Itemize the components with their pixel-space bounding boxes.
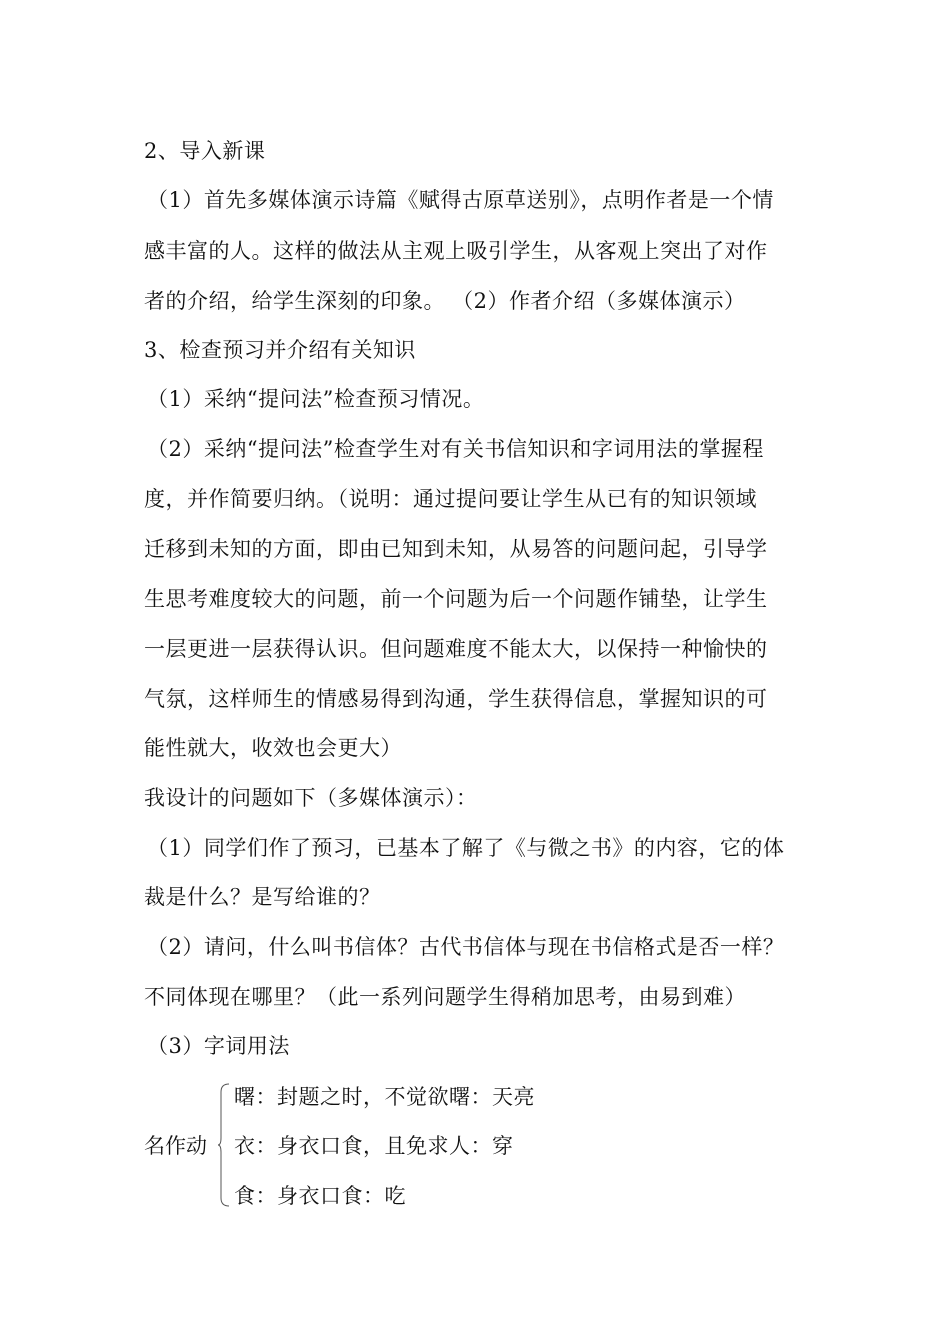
paragraph-line: （2）请问，什么叫书信体？古代书信体与现在书信格式是否一样？ (147, 935, 785, 959)
paragraph-line: 一层更进一层获得认识。但问题难度不能太大，以保持一种愉快的 (144, 637, 768, 661)
paragraph-line: 我设计的问题如下（多媒体演示）： (144, 786, 478, 810)
left-brace-icon (218, 1082, 230, 1208)
paragraph-line: （1）同学们作了预习，已基本了解了《与微之书》的内容，它的体 (147, 836, 785, 860)
section-heading-intro: 2、导入新课 (144, 139, 266, 163)
paragraph-line: 不同体现在哪里？（此一系列问题学生得稍加思考，由易到难） (144, 985, 746, 1009)
paragraph-line: 气氛，这样师生的情感易得到沟通，学生获得信息，掌握知识的可 (144, 687, 768, 711)
paragraph-line: 生思考难度较大的问题，前一个问题为后一个问题作铺垫，让学生 (144, 587, 768, 611)
section-heading-preview: 3、检查预习并介绍有关知识 (144, 338, 416, 362)
paragraph-line: （3）字词用法 (147, 1034, 290, 1058)
vocab-item: 衣：身衣口食，且免求人：穿 (234, 1134, 514, 1158)
paragraph-line: （1）采纳“提问法”检查预习情况。 (147, 387, 485, 411)
vocab-item: 曙：封题之时，不觉欲曙：天亮 (234, 1085, 535, 1109)
paragraph-line: （2）采纳“提问法”检查学生对有关书信知识和字词用法的掌握程 (147, 437, 764, 461)
paragraph-line: （1）首先多媒体演示诗篇《赋得古原草送别》，点明作者是一个情 (147, 188, 774, 212)
paragraph-line: 能性就大，收效也会更大） (144, 736, 402, 760)
vocab-item: 食：身衣口食：吃 (234, 1184, 406, 1208)
paragraph-line: 感丰富的人。这样的做法从主观上吸引学生，从客观上突出了对作 (144, 239, 768, 263)
paragraph-line: 者的介绍，给学生深刻的印象。 （2）作者介绍（多媒体演示） (144, 289, 746, 313)
vocab-group-label: 名作动 (144, 1134, 207, 1158)
paragraph-line: 度，并作简要归纳。（说明：通过提问要让学生从已有的知识领域 (144, 487, 757, 511)
paragraph-line: 迁移到未知的方面，即由已知到未知，从易答的问题问起，引导学 (144, 537, 768, 561)
paragraph-line: 裁是什么？是写给谁的？ (144, 885, 381, 909)
